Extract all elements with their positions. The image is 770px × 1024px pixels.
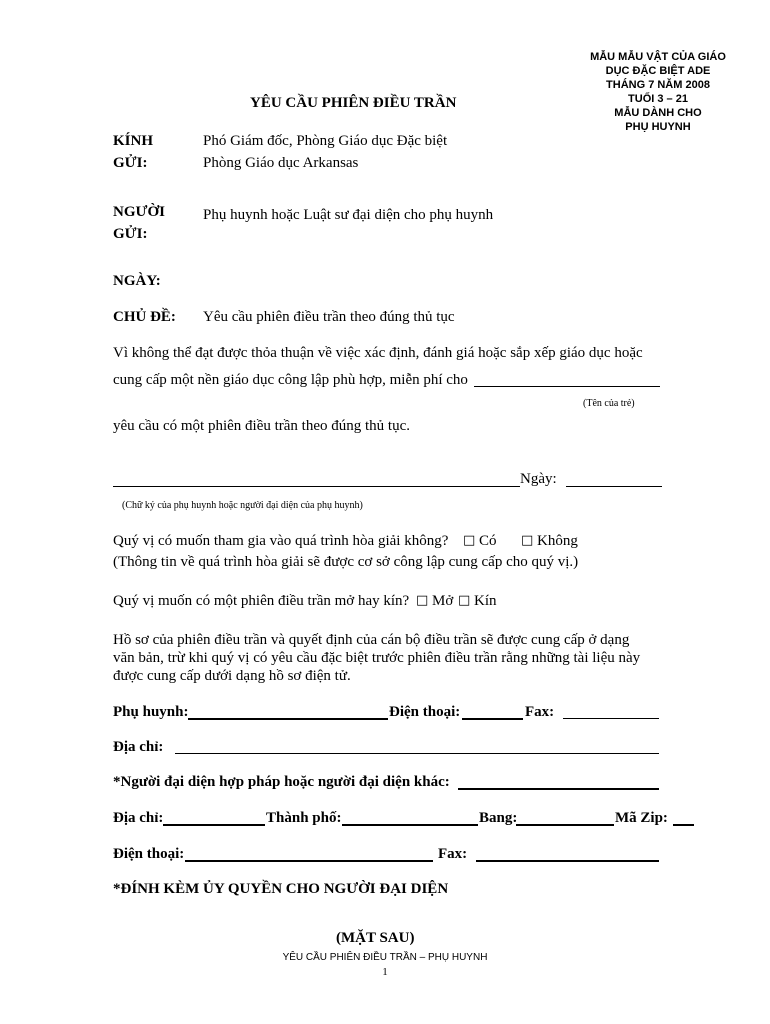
from-value: Phụ huynh hoặc Luật sư đại diện cho phụ huynh	[203, 207, 494, 223]
state-label: Bang:	[479, 810, 518, 826]
child-name-caption: (Tên của trẻ)	[583, 398, 635, 409]
child-name-field[interactable]	[474, 386, 660, 387]
mediation-question: Quý vị có muốn tham gia vào quá trình hòa giải không?	[113, 533, 449, 549]
fax2-field[interactable]	[476, 860, 659, 862]
mediation-no-checkbox[interactable]: □	[521, 533, 534, 548]
parent-label: Phụ huynh:	[113, 704, 189, 720]
form-version-line: MẪU MẪU VẬT CỦA GIÁO	[590, 51, 726, 63]
city-field[interactable]	[342, 824, 478, 826]
from-label: NGƯỜI GỬI:	[113, 204, 165, 242]
mediation-yes-checkbox[interactable]: □	[463, 533, 476, 548]
mediation-yes-label: Có	[479, 533, 497, 549]
signature-date-field[interactable]	[566, 486, 662, 487]
representative-field[interactable]	[458, 788, 659, 790]
zip-field[interactable]	[673, 824, 694, 826]
signature-date-label: Ngày:	[520, 471, 557, 487]
representative-label: *Người đại diện hợp pháp hoặc người đại diện khác:	[113, 774, 450, 790]
hearing-type-question: Quý vị muốn có một phiên điều trần mở hay kín?	[113, 593, 410, 609]
signature-caption: (Chữ ký của phụ huynh hoặc người đại diện của phụ huynh)	[122, 500, 363, 511]
zip-label: Mã Zip:	[615, 810, 668, 826]
form-version-line: THÁNG 7 NĂM 2008	[606, 79, 710, 91]
phone-label: Điện thoại:	[389, 704, 461, 720]
to-label: KÍNH GỬI:	[113, 133, 154, 171]
subject-value: Yêu cầu phiên điều trần theo đúng thủ tục	[203, 309, 455, 325]
date-label: NGÀY:	[113, 273, 161, 289]
address2-field[interactable]	[163, 824, 265, 826]
address-field[interactable]	[175, 753, 659, 754]
hearing-closed-label: Kín	[474, 593, 497, 609]
state-field[interactable]	[516, 824, 614, 826]
phone2-label: Điện thoại:	[113, 846, 185, 862]
records-paragraph-line: Hồ sơ của phiên điều trần và quyết định của cán bộ điều trần sẽ được cung cấp ở dạng	[113, 632, 630, 648]
request-paragraph-line: yêu cầu có một phiên điều trần theo đúng thủ tục.	[113, 418, 411, 434]
fax-label: Fax:	[525, 704, 555, 720]
parent-name-field[interactable]	[188, 718, 388, 720]
form-version-line: MẪU DÀNH CHO	[614, 107, 702, 119]
address-label: Địa chỉ:	[113, 739, 164, 755]
request-paragraph-line: cung cấp một nền giáo dục công lập phù hợp, miễn phí cho	[113, 372, 468, 388]
hearing-open-label: Mở	[432, 593, 454, 609]
to-value: Phó Giám đốc, Phòng Giáo dục Đặc biệt Phòng Giáo dục Arkansas	[203, 133, 448, 171]
request-paragraph-line: Vì không thể đạt được thỏa thuận về việc xác định, đánh giá hoặc sắp xếp giáo dục hoặc	[113, 345, 643, 361]
attach-authorization-note: *ĐÍNH KÈM ỦY QUYỀN CHO NGƯỜI ĐẠI DIỆN	[113, 881, 449, 897]
form-version-line: PHỤ HUYNH	[625, 121, 691, 133]
form-version-note	[558, 50, 758, 134]
footer-title: YÊU CẦU PHIÊN ĐIỀU TRẦN – PHỤ HUYNH	[282, 952, 488, 963]
page-number: 1	[382, 966, 388, 978]
signature-field[interactable]	[113, 486, 520, 487]
records-paragraph-line: văn bản, trừ khi quý vị có yêu cầu đặc biệt trước phiên điều trần rằng những tài liệu này	[113, 650, 641, 666]
phone-field[interactable]	[462, 718, 523, 720]
address2-label: Địa chỉ:	[113, 810, 164, 826]
back-side-label: (MẶT SAU)	[336, 930, 415, 946]
hearing-open-checkbox[interactable]: □	[416, 593, 429, 608]
hearing-closed-checkbox[interactable]: □	[458, 593, 471, 608]
fax-field[interactable]	[563, 718, 659, 719]
city-label: Thành phố:	[266, 810, 342, 826]
page-title: YÊU CẦU PHIÊN ĐIỀU TRẦN	[250, 95, 457, 111]
form-version-line: TUỔI 3 – 21	[628, 93, 688, 105]
phone2-field[interactable]	[185, 860, 433, 862]
fax2-label: Fax:	[438, 846, 468, 862]
mediation-note: (Thông tin về quá trình hòa giải sẽ được cơ sở công lập cung cấp cho quý vị.)	[113, 554, 579, 570]
mediation-no-label: Không	[537, 533, 578, 549]
records-paragraph-line: được cung cấp dưới dạng hồ sơ điện tử.	[113, 668, 351, 684]
subject-label: CHỦ ĐỀ:	[113, 309, 176, 325]
form-version-line: DỤC ĐẶC BIỆT ADE	[605, 65, 711, 77]
